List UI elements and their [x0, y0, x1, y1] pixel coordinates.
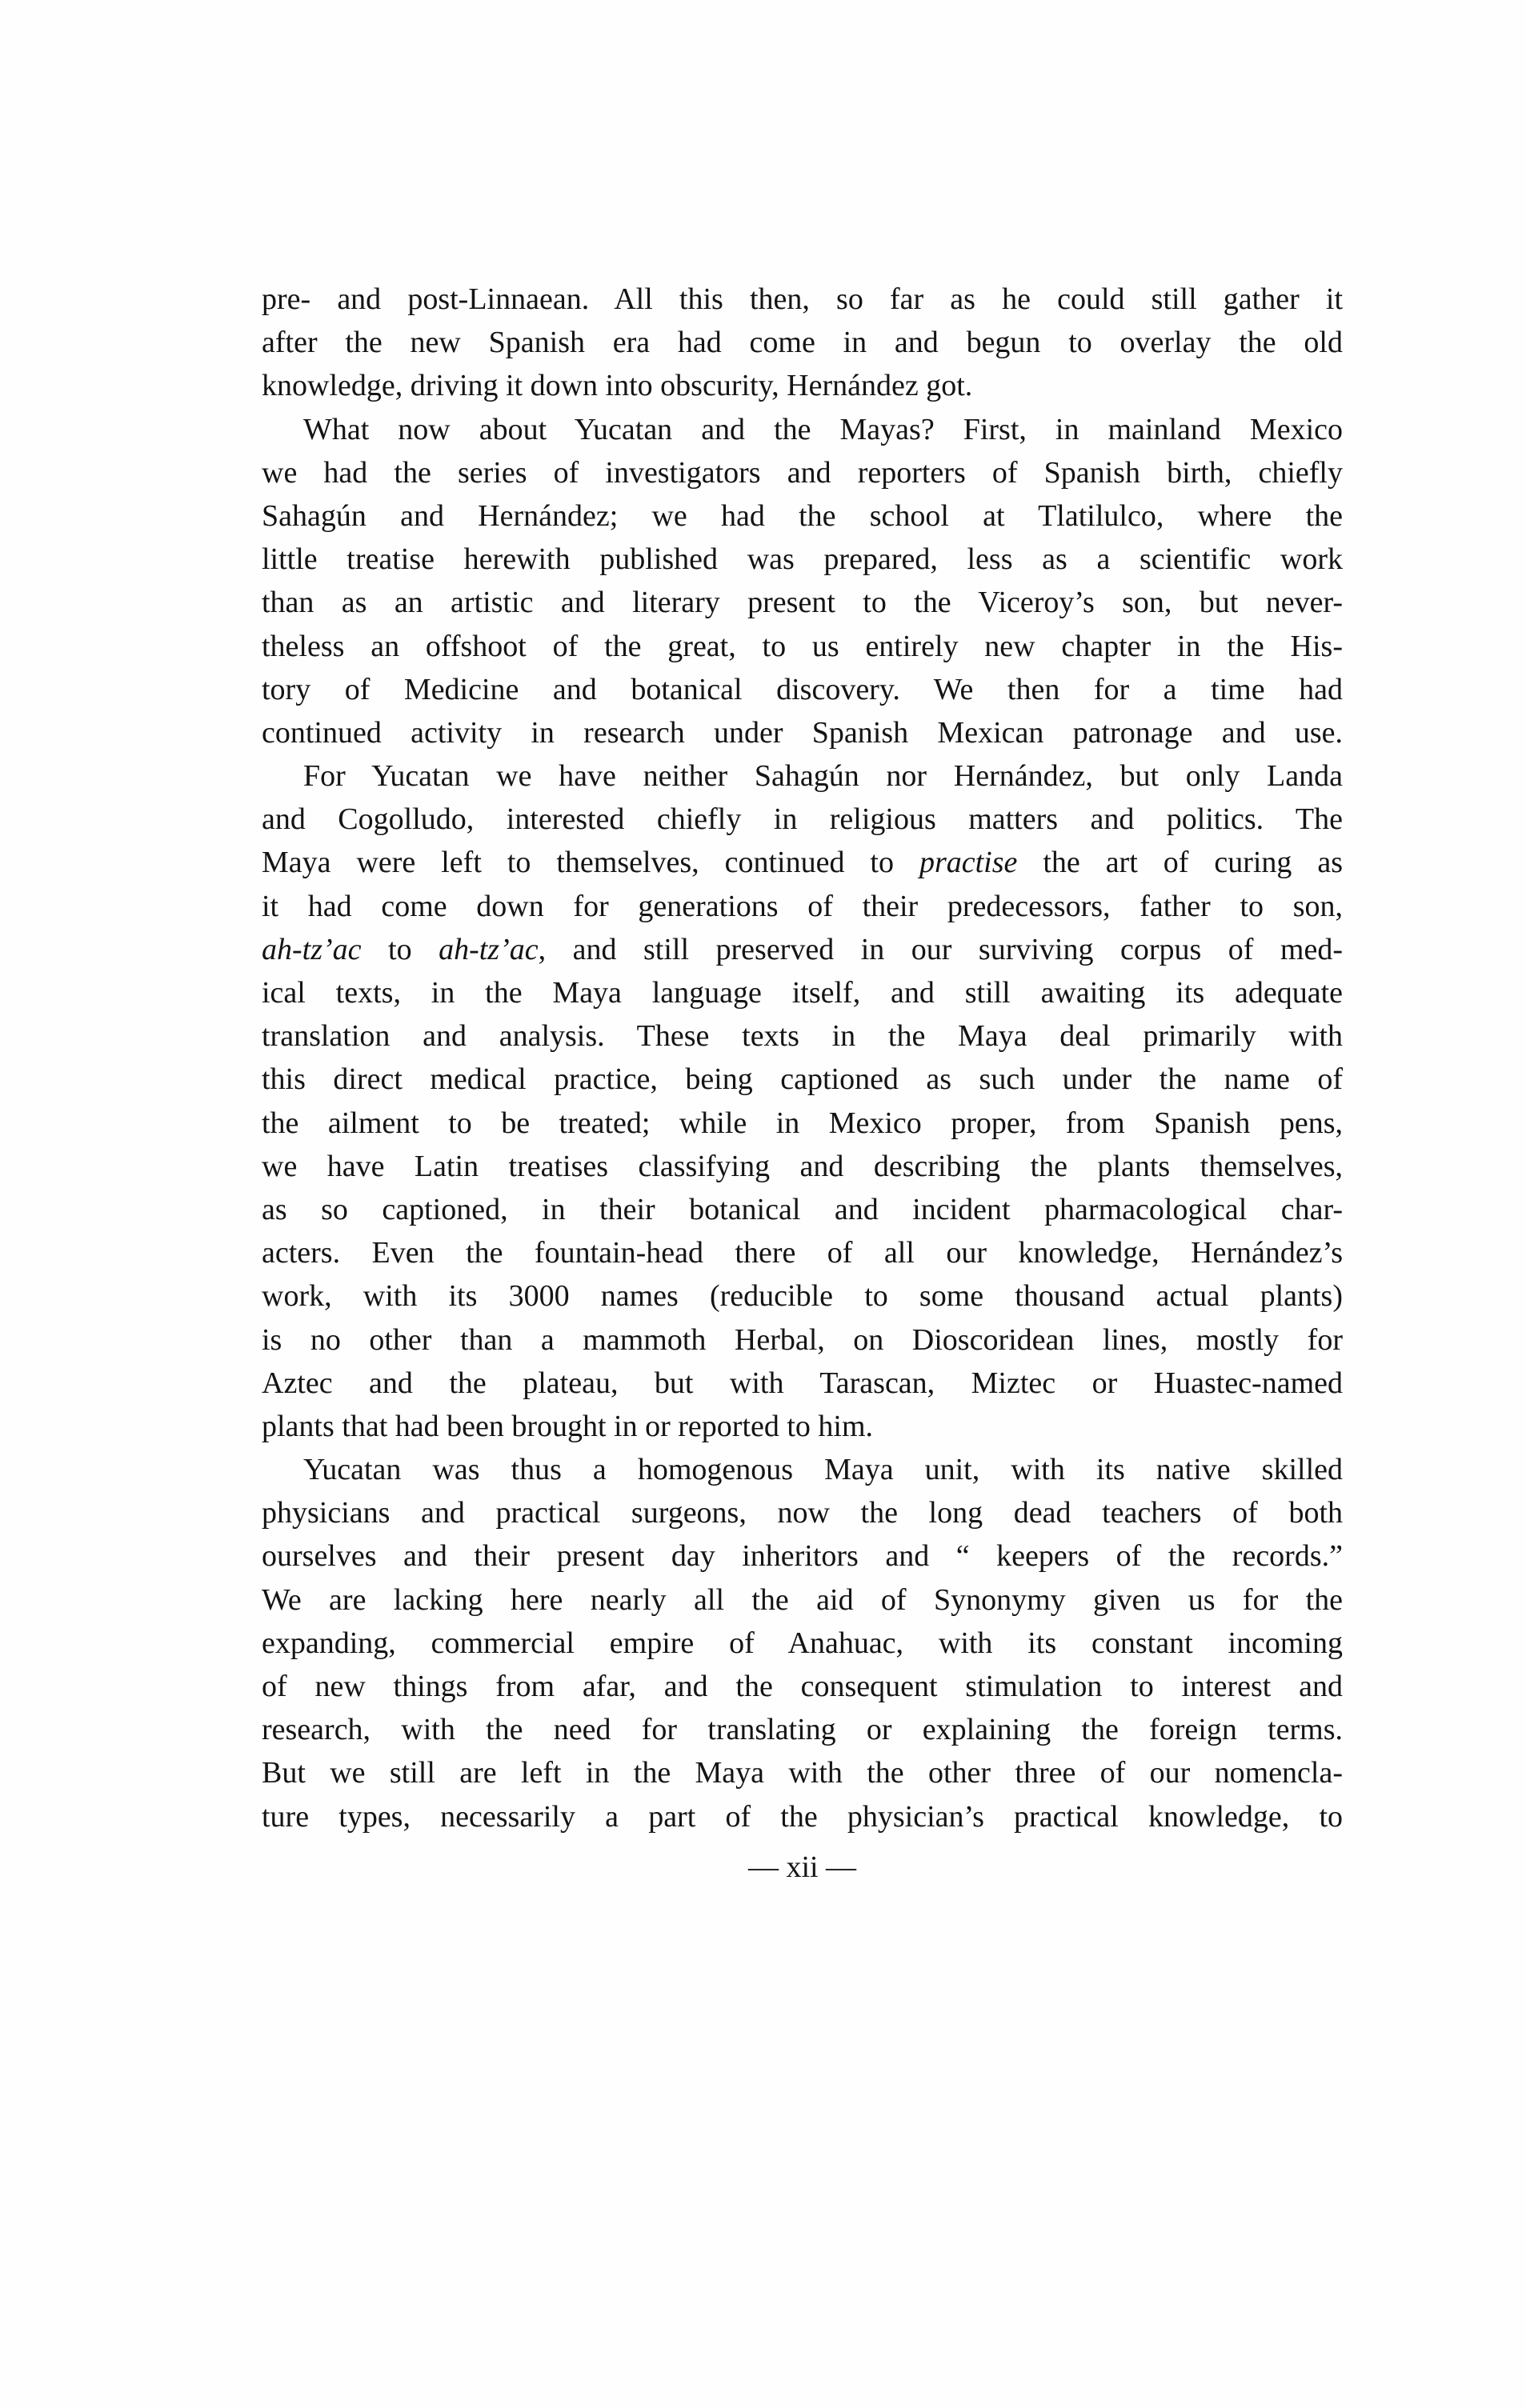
text-line: knowledge, driving it down into obscurity, Hernández got.	[262, 369, 973, 403]
text-segment: , and still preserved in our surviving corpus of med-	[538, 932, 1344, 966]
paragraph-start-line: For Yucatan we have neither Sahagún nor Hernández, but only Landa	[303, 759, 1343, 794]
text-line: of new things from afar, and the consequent stimulation to interest and	[262, 1670, 1343, 1703]
italic-term: ah-tz’ac	[262, 932, 362, 966]
text-line: work, with its 3000 names (reducible to some thousand actual plants)	[262, 1279, 1343, 1314]
text-line: we had the series of investigators and reporters of Spanish birth, chiefly	[262, 455, 1343, 490]
text-line	[262, 928, 1343, 971]
text-line: pre- and post-Linnaean. All this then, so far as he could still gather it	[262, 282, 1343, 316]
text-line: expanding, commercial empire of Anahuac, with its constant incoming	[262, 1626, 1343, 1660]
text-line: Aztec and the plateau, but with Tarascan, Miztec or Huastec-named	[262, 1366, 1343, 1400]
text-line: than as an artistic and literary present to the Viceroy’s son, but never-	[262, 586, 1343, 620]
text-line: ourselves and their present day inheritors and “ keepers of the records.”	[262, 1539, 1343, 1574]
text-line: plants that had been brought in or reported to him.	[262, 1409, 874, 1443]
text-line: tory of Medicine and botanical discovery. We then for a time had	[262, 672, 1343, 706]
text-line: ture types, necessarily a part of the physician’s practical knowledge, to	[262, 1799, 1343, 1834]
italic-term: practise	[919, 846, 1018, 880]
text-line: as so captioned, in their botanical and incident pharmacological char-	[262, 1192, 1343, 1226]
text-line: we have Latin treatises classifying and describing the plants themselves,	[262, 1149, 1343, 1183]
text-line: this direct medical practice, being captioned as such under the name of	[262, 1062, 1343, 1097]
text-line: little treatise herewith published was prepared, less as a scientific work	[262, 542, 1343, 577]
text-segment: the art of curing as	[1017, 846, 1344, 880]
text-line: it had come down for generations of their predecessors, father to son,	[262, 889, 1343, 923]
text-line: But we still are left in the Maya with the other three of our nomencla-	[262, 1756, 1343, 1790]
text-line: is no other than a mammoth Herbal, on Dioscoridean lines, mostly for	[262, 1322, 1343, 1357]
text-line	[262, 841, 1343, 884]
text-line: translation and analysis. These texts in the Maya deal primarily with	[262, 1019, 1343, 1054]
italic-term: ah-tz’ac	[439, 932, 539, 966]
text-line: and Cogolludo, interested chiefly in religious matters and politics. The	[262, 802, 1343, 837]
paragraph-start-line: What now about Yucatan and the Mayas? First, in mainland Mexico	[303, 412, 1343, 446]
paragraph-start-line: Yucatan was thus a homogenous Maya unit, with its native skilled	[303, 1453, 1343, 1487]
text-line: continued activity in research under Spanish Mexican patronage and use.	[262, 715, 1343, 750]
text-line: Sahagún and Hernández; we had the school at Tlatilulco, where the	[262, 498, 1343, 533]
text-line: research, with the need for translating or explaining the foreign terms.	[262, 1713, 1343, 1747]
text-line: We are lacking here nearly all the aid of Synonymy given us for the	[262, 1582, 1343, 1617]
text-line: after the new Spanish era had come in and begun to overlay the old	[262, 326, 1343, 360]
text-segment: Maya were left to themselves, continued to	[262, 846, 919, 880]
text-segment: to	[361, 932, 439, 966]
text-line: physicians and practical surgeons, now the long dead teachers of both	[262, 1496, 1343, 1530]
text-line: theless an offshoot of the great, to us entirely new chapter in the His-	[262, 629, 1343, 663]
body-text	[262, 278, 1343, 1838]
page-number: — xii —	[747, 1850, 857, 1884]
text-line: ical texts, in the Maya language itself, and still awaiting its adequate	[262, 976, 1343, 1010]
text-line: the ailment to be treated; while in Mexico proper, from Spanish pens,	[262, 1106, 1343, 1140]
text-line: acters. Even the fountain-head there of all our knowledge, Hernández’s	[262, 1236, 1343, 1270]
